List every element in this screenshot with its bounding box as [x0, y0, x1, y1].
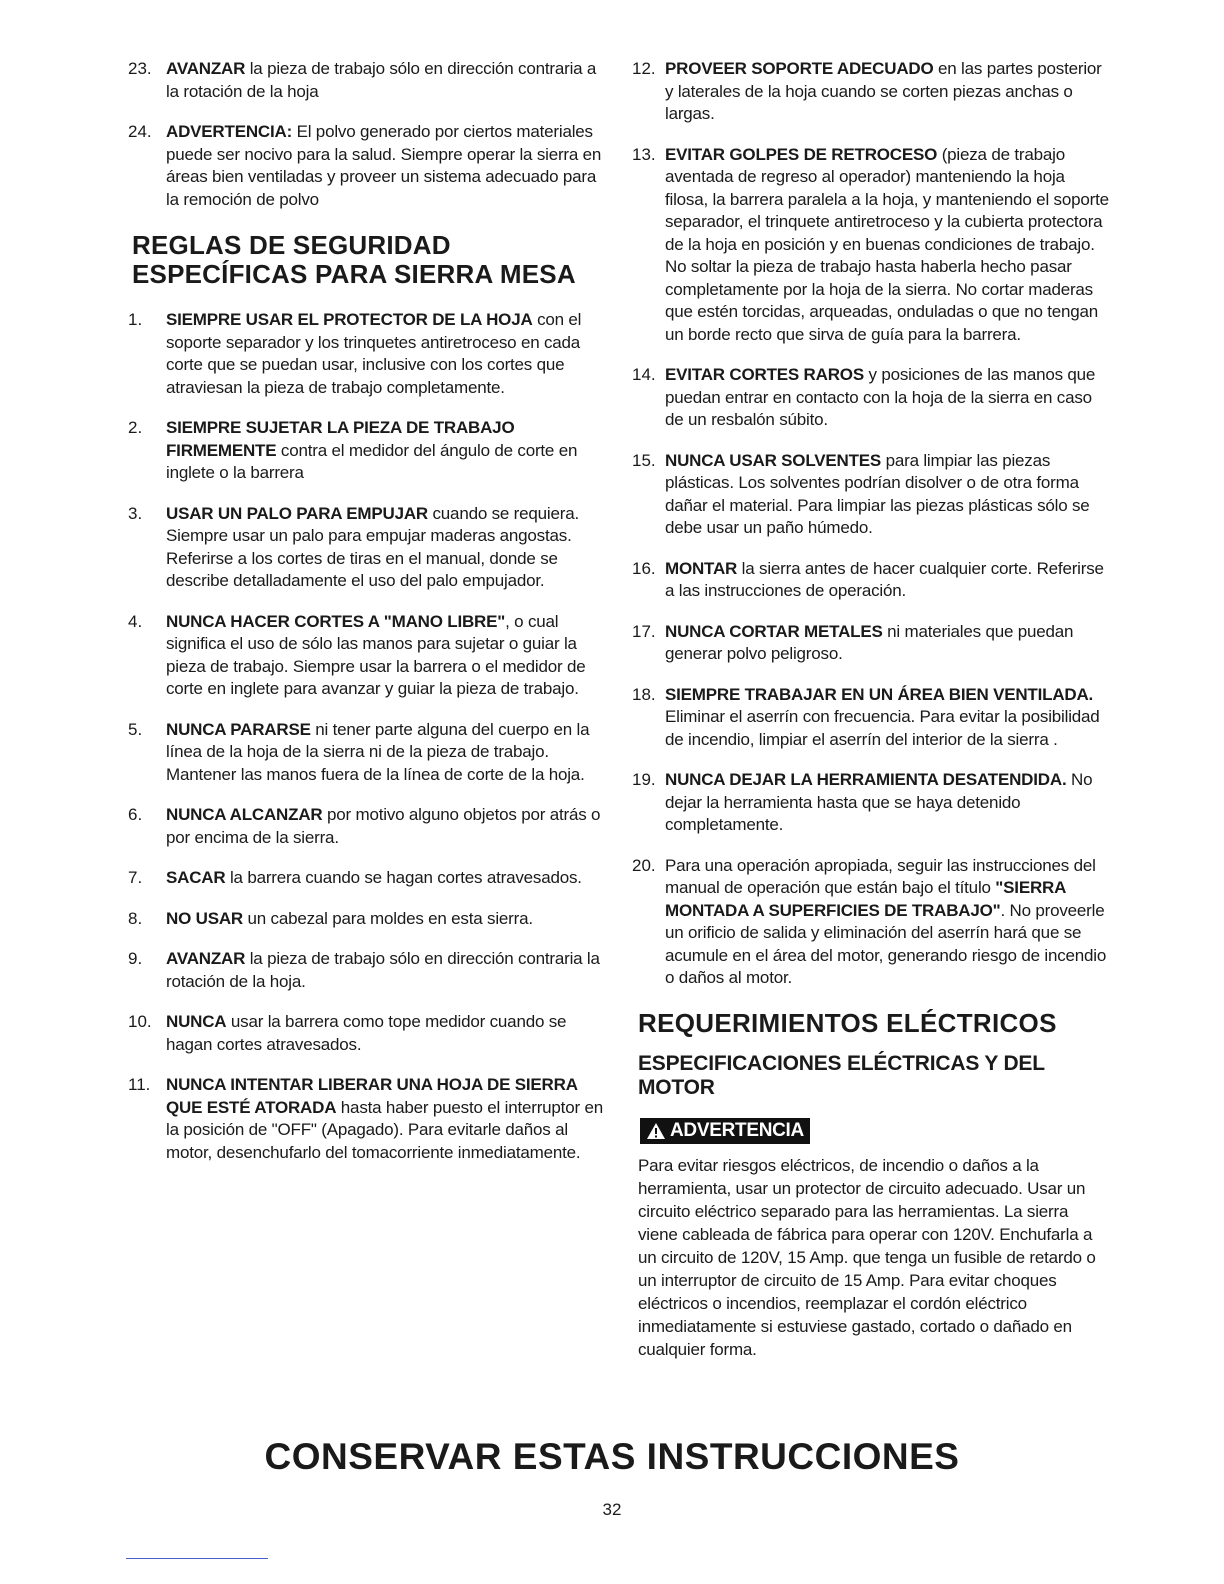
list-item — [632, 621, 1110, 666]
item-text — [665, 450, 1110, 540]
page-number: 32 — [602, 1500, 622, 1519]
item-text — [166, 948, 606, 993]
item-text-rest: ni materiales que puedan generar polvo peligroso. — [665, 621, 1074, 663]
item-text — [166, 1011, 606, 1056]
left-column — [128, 58, 606, 1182]
item-text-bold: AVANZAR — [166, 59, 246, 78]
list-item — [128, 1074, 606, 1164]
item-text-rest: El polvo generado por ciertos materiales puede ser nocivo para la salud. Siempre operar la sierra en áreas bien ventiladas y proveer un sistema adecuado para la remoción de polvo — [166, 122, 602, 209]
item-text — [166, 309, 606, 399]
item-number: 3. — [128, 503, 143, 523]
list-item — [128, 867, 606, 890]
list-item — [128, 719, 606, 787]
item-text-rest: hasta haber puesto el interruptor en la posición de "OFF" (Apagado). Para evitarle daños al motor, desenchufarlo del tomacorriente inmediatamente. — [166, 1097, 603, 1162]
item-text-rest: contra el medidor del ángulo de corte en inglete o la barrera — [166, 440, 578, 482]
list-item — [128, 121, 606, 211]
footer-rule — [126, 1558, 268, 1559]
item-text-bold: NUNCA ALCANZAR — [166, 805, 323, 824]
item-text-rest: , o cual significa el uso de sólo las manos para sujetar o guiar la pieza de trabajo. Siempre usar la barrera o el medidor de corte en inglete para avanzar y guiar la pieza de trabajo. — [166, 611, 586, 698]
item-number: 12. — [632, 59, 656, 78]
footer-title: CONSERVAR ESTAS INSTRUCCIONES — [264, 1436, 960, 1477]
item-text — [166, 1074, 606, 1164]
item-number: 7. — [128, 868, 143, 887]
list-item — [128, 804, 606, 849]
right-column — [632, 58, 1110, 1361]
item-text-rest: para limpiar las piezas plásticas. Los solventes podrían disolver o de otra forma dañar el material. Para limpiar las piezas plásticas sólo se debe usar un paño húmedo. — [665, 450, 1090, 537]
list-item — [128, 309, 606, 399]
section-heading-electrical: REQUERIMIENTOS ELÉCTRICOS — [638, 1007, 1057, 1038]
item-text-rest: Eliminar el aserrín con frecuencia. Para evitar la posibilidad de incendio, limpiar el aserrín del interior de la sierra . — [665, 707, 1100, 749]
item-number: 10. — [128, 1012, 152, 1031]
item-text-rest: en las partes posterior y laterales de la hoja cuando se corten piezas anchas o largas. — [665, 59, 1102, 123]
item-text-rest: con el soporte separador y los trinquetes antiretroceso en cada corte que se puedan usar, inclusive con los cortes que atraviesan la pieza de trabajo completamente. — [166, 310, 582, 397]
item-number: 8. — [128, 908, 143, 928]
list-item — [128, 611, 606, 701]
item-text-post: . No proveerle un orificio de salida y eliminación del aserrín hará que se acumule en el área del motor, generando riesgo de incendio o daños al motor. — [665, 900, 1107, 987]
warning-badge — [640, 1118, 810, 1144]
subheading-motor-specs: ESPECIFICACIONES ELÉCTRICAS Y DEL MOTOR — [638, 1051, 1045, 1099]
item-text-rest: y posiciones de las manos que puedan entrar en contacto con la hoja de la sierra en caso de un resbalón súbito. — [665, 365, 1096, 429]
item-text-bold: SIEMPRE TRABAJAR EN UN ÁREA BIEN VENTILADA. — [665, 684, 1094, 704]
item-text-rest: usar la barrera como tope medidor cuando se hagan cortes atravesados. — [166, 1012, 567, 1054]
item-number: 20. — [632, 855, 656, 875]
item-text-bold: EVITAR GOLPES DE RETROCESO — [665, 144, 938, 164]
list-item — [128, 417, 606, 485]
item-text-bold: SIEMPRE SUJETAR LA PIEZA DE TRABAJO FIRMEMENTE — [166, 418, 515, 460]
item-text-rest: cuando se requiera. Siempre usar un palo para empujar maderas angostas. Referirse a los cortes de tiras en el manual, donde se describe detalladamente el uso del palo empujador. — [166, 503, 579, 590]
safety-rules-list-continued — [632, 58, 1110, 837]
item-text-rest: ni tener parte alguna del cuerpo en la línea de la hoja de la sierra ni de la pieza de trabajo. Mantener las manos fuera de la línea de corte de la hoja. — [166, 719, 590, 784]
item-text-bold: PROVEER SOPORTE ADECUADO — [665, 59, 934, 78]
item-text-bold: NUNCA HACER CORTES A "MANO LIBRE" — [166, 611, 506, 631]
list-item — [128, 58, 606, 103]
list-item — [632, 450, 1110, 540]
item-number: 11. — [128, 1075, 151, 1094]
item-text — [665, 621, 1110, 666]
item-number: 4. — [128, 611, 143, 631]
item-text-bold: SACAR — [166, 868, 226, 887]
item-text-rest: No dejar la herramienta hasta que se haya detenido completamente. — [665, 770, 1093, 834]
item-text — [665, 769, 1110, 837]
item-text — [665, 58, 1110, 126]
item-text — [665, 855, 1110, 990]
item-number: 17. — [632, 621, 656, 641]
item-number: 14. — [632, 365, 656, 384]
item-text — [665, 364, 1110, 432]
item-text — [166, 121, 606, 211]
item-text-bold: EVITAR CORTES RAROS — [665, 365, 864, 384]
list-item — [128, 1011, 606, 1056]
list-item — [128, 503, 606, 593]
item-text-rest: por motivo alguno objetos por atrás o por encima de la sierra. — [166, 805, 601, 847]
list-item — [128, 948, 606, 993]
item-number: 18. — [632, 684, 656, 704]
item-number: 16. — [632, 558, 656, 578]
item-text-bold: ADVERTENCIA: — [166, 122, 293, 141]
section-heading-safety-rules: REGLAS DE SEGURIDAD ESPECÍFICAS PARA SIERRA MESA — [132, 230, 576, 289]
warning-label: ADVERTENCIA — [670, 1119, 804, 1141]
item-number: 15. — [632, 450, 656, 470]
item-text — [665, 684, 1110, 752]
item-text-bold: NUNCA PARARSE — [166, 719, 311, 739]
safety-rules-list — [128, 309, 606, 1164]
item-text — [166, 503, 606, 593]
item-text — [166, 908, 606, 931]
item-text — [166, 611, 606, 701]
list-item — [632, 144, 1110, 347]
item-number: 19. — [632, 770, 656, 789]
item-number: 6. — [128, 805, 143, 824]
item-text — [166, 804, 606, 849]
top-list — [128, 58, 606, 211]
item-text-rest: la barrera cuando se hagan cortes atravesados. — [225, 868, 582, 887]
list-item — [632, 769, 1110, 837]
list-item — [632, 58, 1110, 126]
item-number: 1. — [128, 310, 143, 329]
item-text-rest: (pieza de trabajo aventada de regreso al operador) manteniendo la hoja filosa, la barrera paralela a la hoja, y manteniendo el soporte separador, el trinquete antiretroceso y la cubierta protectora de la hoja en posición y en buenas condiciones de trabajo. No soltar la pieza de trabajo hasta haberla hecho pasar completamente por la hoja de la sierra. No cortar maderas que estén torcidas, arqueadas, onduladas o que no tengan un borde recto que sirva de guía para la barrera. — [665, 144, 1109, 344]
item-text — [665, 558, 1110, 603]
item-text-bold: NUNCA CORTAR METALES — [665, 621, 883, 641]
item-text — [166, 58, 606, 103]
item-text-bold: AVANZAR — [166, 949, 246, 968]
warning-triangle-icon — [646, 1122, 666, 1140]
item-number: 5. — [128, 719, 143, 739]
item-number: 2. — [128, 418, 143, 437]
item-text-bold: NUNCA — [166, 1012, 227, 1031]
item-text — [166, 417, 606, 485]
list-item — [632, 855, 1110, 990]
item-text — [166, 719, 606, 787]
item-text-bold: NUNCA USAR SOLVENTES — [665, 450, 882, 470]
item-number: 24. — [128, 122, 152, 141]
list-item — [128, 908, 606, 931]
item-text — [166, 867, 606, 890]
item-number: 9. — [128, 949, 143, 968]
item-text — [665, 144, 1110, 347]
item-number: 23. — [128, 59, 152, 78]
item-number: 13. — [632, 144, 656, 164]
warning-text: Para evitar riesgos eléctricos, de incendio o daños a la herramienta, usar un protector de circuito adecuado. Usar un circuito eléctrico separado para las herramientas. La sierra viene cableada de fábrica para operar con 120V. Enchufarla a un circuito de 120V, 15 Amp. que tenga un fusible de retardo o un interruptor de circuito de 15 Amp. Para evitar choques eléctricos o incendios, reemplazar el cordón eléctrico inmediatamente si estuviese gastado, cortado o dañado en cualquier forma. — [638, 1155, 1096, 1359]
list-item — [632, 364, 1110, 432]
item-text-rest: la pieza de trabajo sólo en dirección contraria a la rotación de la hoja — [166, 59, 597, 101]
item-text-bold: MONTAR — [665, 558, 738, 578]
item-text-bold: NUNCA INTENTAR LIBERAR UNA HOJA DE SIERRA QUE ESTÉ ATORADA — [166, 1075, 578, 1117]
item-text-bold: USAR UN PALO PARA EMPUJAR — [166, 503, 428, 523]
list-item — [632, 558, 1110, 603]
item-text-rest: la sierra antes de hacer cualquier corte. Referirse a las instrucciones de operación. — [665, 558, 1104, 600]
item-text-rest: un cabezal para moldes en esta sierra. — [243, 908, 533, 928]
item-text-rest: la pieza de trabajo sólo en dirección contraria la rotación de la hoja. — [166, 949, 600, 991]
item-text-bold: NUNCA DEJAR LA HERRAMIENTA DESATENDIDA. — [665, 770, 1067, 789]
item-text-bold: "SIERRA MONTADA A SUPERFICIES DE TRABAJO" — [665, 878, 1066, 920]
item-text-bold: SIEMPRE USAR EL PROTECTOR DE LA HOJA — [166, 310, 533, 329]
item-text-pre: Para una operación apropiada, seguir las instrucciones del manual de operación que están bajo el título — [665, 855, 1096, 897]
list-item — [632, 684, 1110, 752]
item-text-bold: NO USAR — [166, 908, 243, 928]
